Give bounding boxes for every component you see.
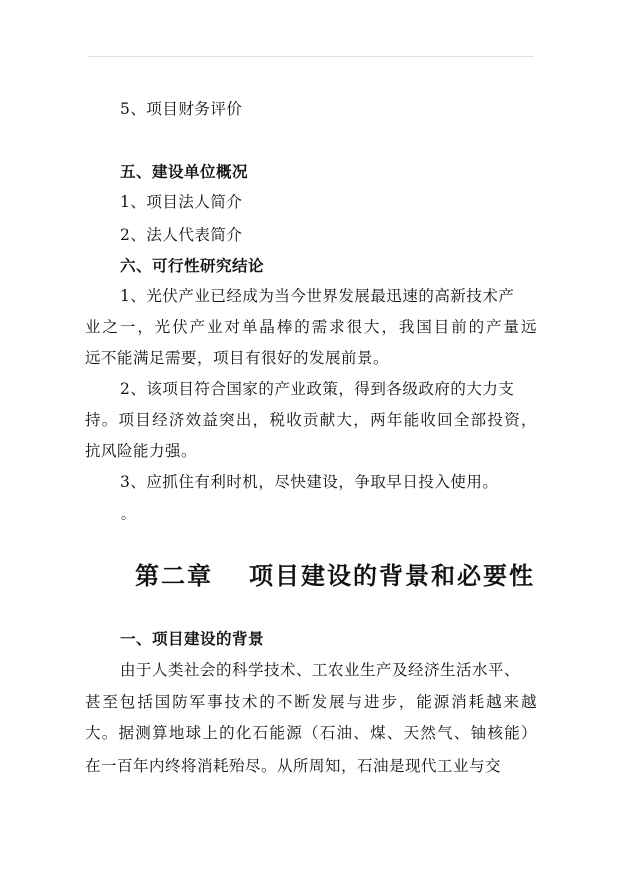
chapter-heading	[135, 560, 535, 592]
conclusion-2-line-1: 2、该项目符合国家的产业政策，得到各级政府的大力支	[120, 380, 515, 398]
conclusion-1-line-1: 1、光伏产业已经成为当今世界发展最迅速的高新技术产	[120, 287, 515, 305]
chapter-title: 项目建设的背景和必要性	[249, 561, 535, 590]
list-item-legal-representative: 2、法人代表简介	[120, 226, 243, 244]
conclusion-3-line-1: 3、应抓住有利时机，尽快建设，争取早日投入使用。	[120, 473, 499, 491]
conclusion-2-line-3: 抗风险能力强。	[85, 442, 198, 460]
section-heading-construction-unit: 五、建设单位概况	[120, 162, 249, 181]
conclusion-1-line-3: 远不能满足需要，项目有很好的发展前景。	[85, 349, 390, 367]
chapter-number: 第二章	[135, 561, 213, 590]
list-item-legal-entity: 1、项目法人简介	[120, 193, 243, 211]
background-line-2: 甚至包括国防军事技术的不断发展与进步，能源消耗越来越	[85, 693, 537, 711]
conclusion-2-line-2: 持。项目经济效益突出，税收贡献大，两年能收回全部投资，	[85, 411, 537, 429]
header-rule	[88, 56, 534, 57]
background-line-3: 大。据测算地球上的化石能源（石油、煤、天然气、铀核能）	[85, 724, 537, 742]
paragraph-mark: 。	[121, 507, 135, 523]
section-heading-feasibility-conclusion: 六、可行性研究结论	[120, 256, 265, 275]
conclusion-1-line-2: 业之一，光伏产业对单晶棒的需求很大，我国目前的产量远	[85, 318, 537, 336]
list-item-financial-evaluation: 5、项目财务评价	[120, 100, 243, 118]
background-line-4: 在一百年内终将消耗殆尽。从所周知，石油是现代工业与交	[85, 757, 502, 775]
section-heading-background: 一、项目建设的背景	[120, 629, 265, 648]
background-line-1: 由于人类社会的科学技术、工农业生产及经济生活水平、	[120, 661, 521, 679]
